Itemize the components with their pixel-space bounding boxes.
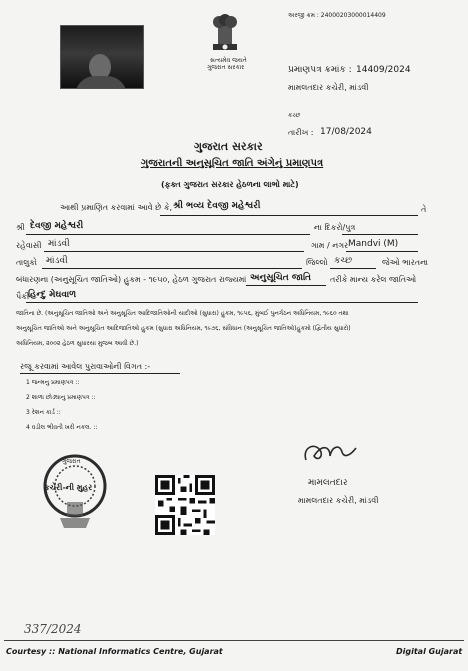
signatory-office: મામલતદાર કચેરી, માંડવી	[298, 496, 379, 505]
certificate-number-label: પ્રમાણપત્ર ક્રમાંક :	[288, 65, 352, 75]
seal-center-text: કચેરી-ની મુહર	[44, 483, 93, 492]
person-name: શ્રી ભવ્ય દેવજી મહેશ્વરી	[173, 201, 261, 211]
footer-courtesy: Courtesy :: National Informatics Centre, Gujarat	[6, 647, 223, 656]
emblem-caption-2: ગુજરાત સરકાર	[207, 64, 245, 71]
document-item-3: 3 રેશન કાર્ડ ::	[26, 409, 61, 416]
applicant-photo	[60, 25, 144, 89]
district-value: કચ્છ	[334, 256, 353, 266]
certificate-subtitle: (ફક્ત ગુજરાત સરકાર હેઠળના લાભો માટે)	[161, 180, 299, 189]
document-item-2: 2 શાળા છોડ્યાનુ પ્રમાણપત્ર ::	[26, 394, 96, 401]
handwritten-note: 337/2024	[24, 622, 82, 636]
village-value: Mandvi (M)	[348, 239, 399, 249]
category-value: અનુસૂચિત જાતિ	[250, 273, 311, 283]
certificate-number: 14409/2024	[356, 65, 411, 75]
government-title: ગુજરાત સરકાર	[194, 140, 263, 153]
taluka-label: તાલુકો	[16, 258, 37, 267]
application-number: અરજી ક્રમ : 24000203000014409	[288, 12, 386, 19]
qr-code	[155, 475, 215, 535]
paragraph-line-3: અધિનિયમ, ૨૦૦૨ હેઠળ સુધારયા મુજબ આવી છે.)	[16, 340, 139, 347]
recognized-text: તરીકે માન્ય કરેલ જાતિઓ	[330, 275, 417, 284]
district-label: જિલ્લો	[306, 258, 328, 267]
national-emblem-icon	[205, 12, 245, 60]
caste-value: હિન્દુ મેઘવાળ	[28, 290, 77, 300]
father-prefix: શ્રી	[16, 223, 25, 232]
signatory-designation: મામલતદાર	[308, 478, 348, 488]
date-label: તારીખ :	[288, 128, 314, 137]
father-name: દેવજી મહેશ્વરી	[30, 221, 84, 231]
resident-label: રહેવાસી	[16, 241, 42, 250]
signature-icon	[300, 438, 360, 468]
resident-value: માંડવી	[48, 239, 70, 249]
certificate-title: ગુજરાતની અનુસૂચિત જાતિ અંગેનું પ્રમાણપત્ર	[141, 158, 324, 169]
district-place: કચ્છ	[288, 112, 301, 119]
emblem-caption-1: સત્યમેવ જયતે	[210, 57, 247, 64]
caste-prefix: પૈકી	[16, 292, 30, 301]
te-text: તે	[421, 205, 427, 214]
document-item-1: 1 જન્મનુ પ્રમાણપત્ર ::	[26, 379, 80, 386]
issuing-office: મામલતદાર કચેરી, માંડવી	[288, 83, 369, 92]
state-label: જેઓ ભારતના	[382, 258, 429, 267]
taluka-value: માંડવી	[46, 256, 68, 266]
document-item-4: 4 વડીલ ભીવતી ખરી નકલ. ::	[26, 424, 98, 431]
paragraph-line-1: જાતિના છે. (અનુસૂચિત જાતિઓ અને અનુસૂચિત આદિજાતિઓની યાદીઓ (સુધારા) હુકમ, ૧૯૫૬, મુંબઈ પુનર્ગઠન અધિનિયમ, ૧૯૬૦ તથા	[16, 310, 349, 317]
seal-ring-text: ગુજરાત	[62, 458, 81, 465]
certify-prefix: આથી પ્રમાણિત કરવામાં આવે છે કે,	[60, 203, 173, 212]
footer-digital-gujarat: Digital Gujarat	[396, 647, 463, 656]
paragraph-line-2: અનુસૂચિત જાતિઓ અને અનુસૂચિત આદિજાતિઓ હુકમ (સુધારા અધિનિયમ, ૧૯૭૬, સંવિધાન (અનુસૂચિત જાતિઓ)હુકમો (દ્વિતીય સુધારો)	[16, 325, 351, 332]
son-of-label: ના દિકરો/પુત્ર	[314, 223, 356, 232]
issue-date: 17/08/2024	[320, 127, 372, 137]
constitution-text: બંધારણના (અનુસૂચિત જાતિઓ) હુકમ - ૧૯૫૦, હેઠળ ગુજરાત રાજ્યમાં	[16, 275, 247, 284]
village-label: ગામ / નગર	[311, 241, 349, 250]
documents-heading: રજૂ કરવામાં આવેલ પુરાવાઓની વિગત :-	[20, 362, 151, 371]
